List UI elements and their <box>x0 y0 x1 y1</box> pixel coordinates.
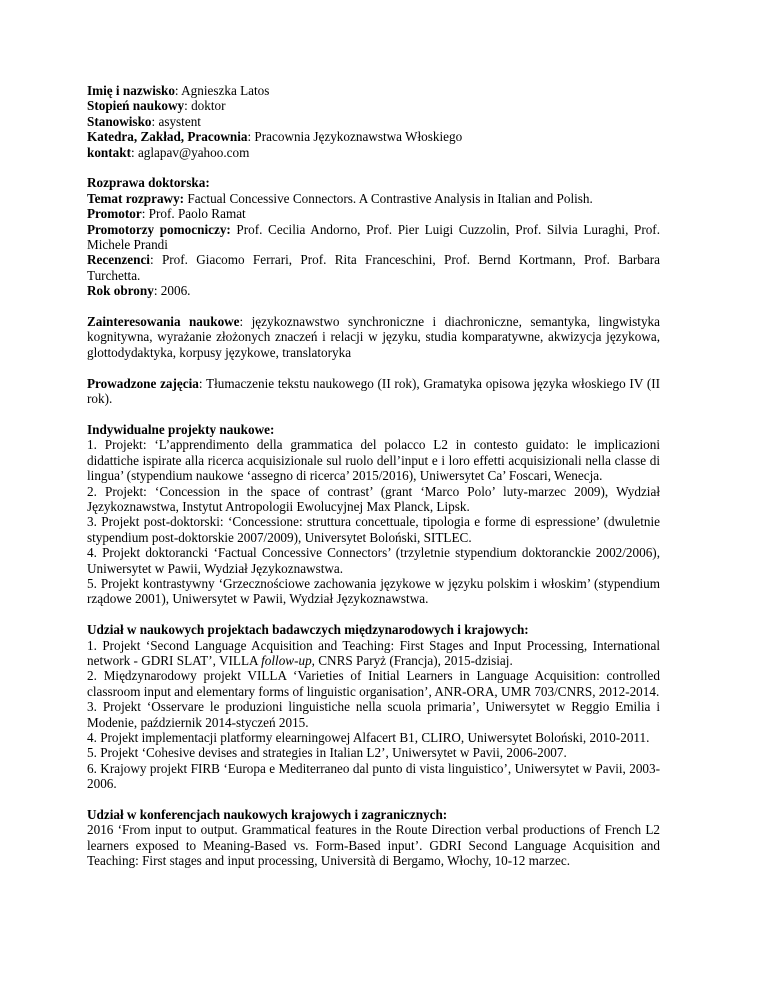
interests-label: Zainteresowania naukowe <box>87 314 240 330</box>
contact-value: : aglapav@yahoo.com <box>130 144 250 160</box>
list-item: 2. Projekt: ‘Concession in the space of contrast’ (grant ‘Marco Polo’ luty-marzec 2009), Wydział Językoznawstwa, Instytut Antropologii Ewolucyjnej Max Planck, Lipsk. <box>87 483 660 514</box>
research-participation-heading: Udział w naukowych projektach badawczych międzynarodowych i krajowych: <box>87 622 529 638</box>
classes-line <box>87 376 660 407</box>
thesis-topic <box>87 191 660 206</box>
list-item: 4. Projekt doktorancki ‘Factual Concessive Connectors’ (trzyletnie stypendium doktoranckie 2002/2006), Uniwersytet w Pawii, Wydział Językoznawstwa. <box>87 545 660 576</box>
thesis-year-label: Rok obrony <box>87 283 154 299</box>
thesis-promotor <box>87 206 660 221</box>
thesis-reviewers-value: : Prof. Giacomo Ferrari, Prof. Rita Franceschini, Prof. Bernd Kortmann, Prof. Barbara Turchetta. <box>87 252 660 283</box>
contact-line <box>87 145 660 160</box>
thesis-assistants-label: Promotorzy pomocniczy: <box>87 221 231 237</box>
position-line <box>87 114 660 129</box>
interests-line <box>87 314 660 360</box>
conferences-heading: Udział w konferencjach naukowych krajowych i zagranicznych: <box>87 807 448 822</box>
contact-label: kontakt <box>87 144 131 160</box>
thesis-assistants-value: Prof. Cecilia Andorno, Prof. Pier Luigi Cuzzolin, Prof. Silvia Luraghi, Prof. Michele Prandi <box>87 221 660 253</box>
name-label: Imię i nazwisko <box>87 83 175 98</box>
thesis-promotor-value: : Prof. Paolo Ramat <box>141 206 246 222</box>
thesis-year-value: : 2006. <box>153 283 191 299</box>
degree-label: Stopień naukowy <box>87 98 185 114</box>
list-item: 1. Projekt ‘Second Language Acquisition and Teaching: First Stages and Input Processing, International network - GDRI SLAT’, VILLA follow-up, CNRS Paryż (Francja), 2015-dzisiaj. <box>87 637 660 668</box>
thesis-assistants <box>87 222 660 253</box>
thesis-topic-value: Factual Concessive Connectors. A Contrastive Analysis in Italian and Polish. <box>184 190 593 206</box>
position-value: : asystent <box>151 113 201 129</box>
personal-info <box>87 83 660 160</box>
name-value: : Agnieszka Latos <box>174 83 270 98</box>
list-item: 1. Projekt: ‘L’apprendimento della grammatica del polacco L2 in contesto guidato: le implicazioni didattiche ispirate alla ricerca acquisizionale sul ruolo dell’input e i loro effetti acquisizionali nella classe di lingua’ (stypendium naukowe ‘assegno di ricerca’ 2015/2016), Uniwersytet Ca’ Foscari, Wenecja. <box>87 437 660 484</box>
interests-value: : językoznawstwo synchroniczne i diachroniczne, semantyka, lingwistyka kognitywna, wyrażanie złożonych znaczeń i relacji w języku, studia komparatywne, akwizycja językowa, glottodydaktyka, korpusy językowe, translatoryka <box>87 314 660 360</box>
thesis-reviewers <box>87 252 660 283</box>
thesis-year <box>87 283 660 298</box>
classes-value: : Tłumaczenie tekstu naukowego (II rok), Gramatyka opisowa języka włoskiego IV (II rok). <box>87 375 660 407</box>
list-item: 5. Projekt kontrastywny ‘Grzecznościowe zachowania językowe w języku polskim i włoskim’ (stypendium rządowe 2001), Uniwersytet w Pawii, Wydział Językoznawstwa. <box>87 575 660 607</box>
list-item: 2016 ‘From input to output. Grammatical features in the Route Direction verbal productions of French L2 learners exposed to Meaning-Based vs. Form-Based input’. GDRI Second Language Acquisition and Teaching: First stages and input processing, Università di Bergamo, Włochy, 10-12 marzec. <box>87 822 660 869</box>
thesis-topic-label: Temat rozprawy: <box>87 190 185 206</box>
thesis-reviewers-label: Recenzenci <box>87 252 150 268</box>
research-participation-section <box>87 622 660 791</box>
individual-projects-section <box>87 422 660 607</box>
interests-section <box>87 314 660 360</box>
list-item: 3. Projekt post-doktorski: ‘Concessione: struttura concettuale, tipologia e forme di espressione’ (dwuletnie stypendium post-doktorskie 2007/2009), Universytet Boloński, SITLEC. <box>87 514 660 545</box>
department-value: : Pracownia Językoznawstwa Włoskiego <box>247 129 463 145</box>
thesis-heading: Rozprawa doktorska: <box>87 175 210 191</box>
degree-line <box>87 98 660 113</box>
thesis-promotor-label: Promotor <box>87 206 142 222</box>
list-item: 2. Międzynarodowy projekt VILLA ‘Varieties of Initial Learners in Language Acquisition: controlled classroom input and elementary forms of linguistic organisation’, ANR-ORA, UMR 703/CNRS, 2012-2014. <box>87 668 660 699</box>
list-item: 4. Projekt implementacji platformy elearningowej Alfacert B1, CLIRO, Uniwersytet Boloński, 2010-2011. <box>87 729 650 745</box>
thesis-section <box>87 175 660 298</box>
classes-section <box>87 376 660 407</box>
classes-label: Prowadzone zajęcia <box>87 375 199 391</box>
name-line <box>87 83 660 98</box>
list-item: 6. Krajowy projekt FIRB ‘Europa e Mediterraneo dal punto di vista linguistico’, Uniwersytet w Pavii, 2003-2006. <box>87 760 660 792</box>
individual-projects-heading: Indywidualne projekty naukowe: <box>87 421 275 437</box>
list-item: 5. Projekt ‘Cohesive devises and strategies in Italian L2’, Uniwersytet w Pavii, 2006-2007. <box>87 745 567 761</box>
conferences-section <box>87 807 660 869</box>
position-label: Stanowisko <box>87 113 152 129</box>
department-line <box>87 129 660 144</box>
department-label: Katedra, Zakład, Pracownia <box>87 129 248 145</box>
list-item: 3. Projekt ‘Osservare le produzioni linguistiche nella scuola primaria’, Uniwersytet w Reggio Emilia i Modenie, październik 2014-styczeń 2015. <box>87 699 660 730</box>
degree-value: : doktor <box>184 98 226 114</box>
